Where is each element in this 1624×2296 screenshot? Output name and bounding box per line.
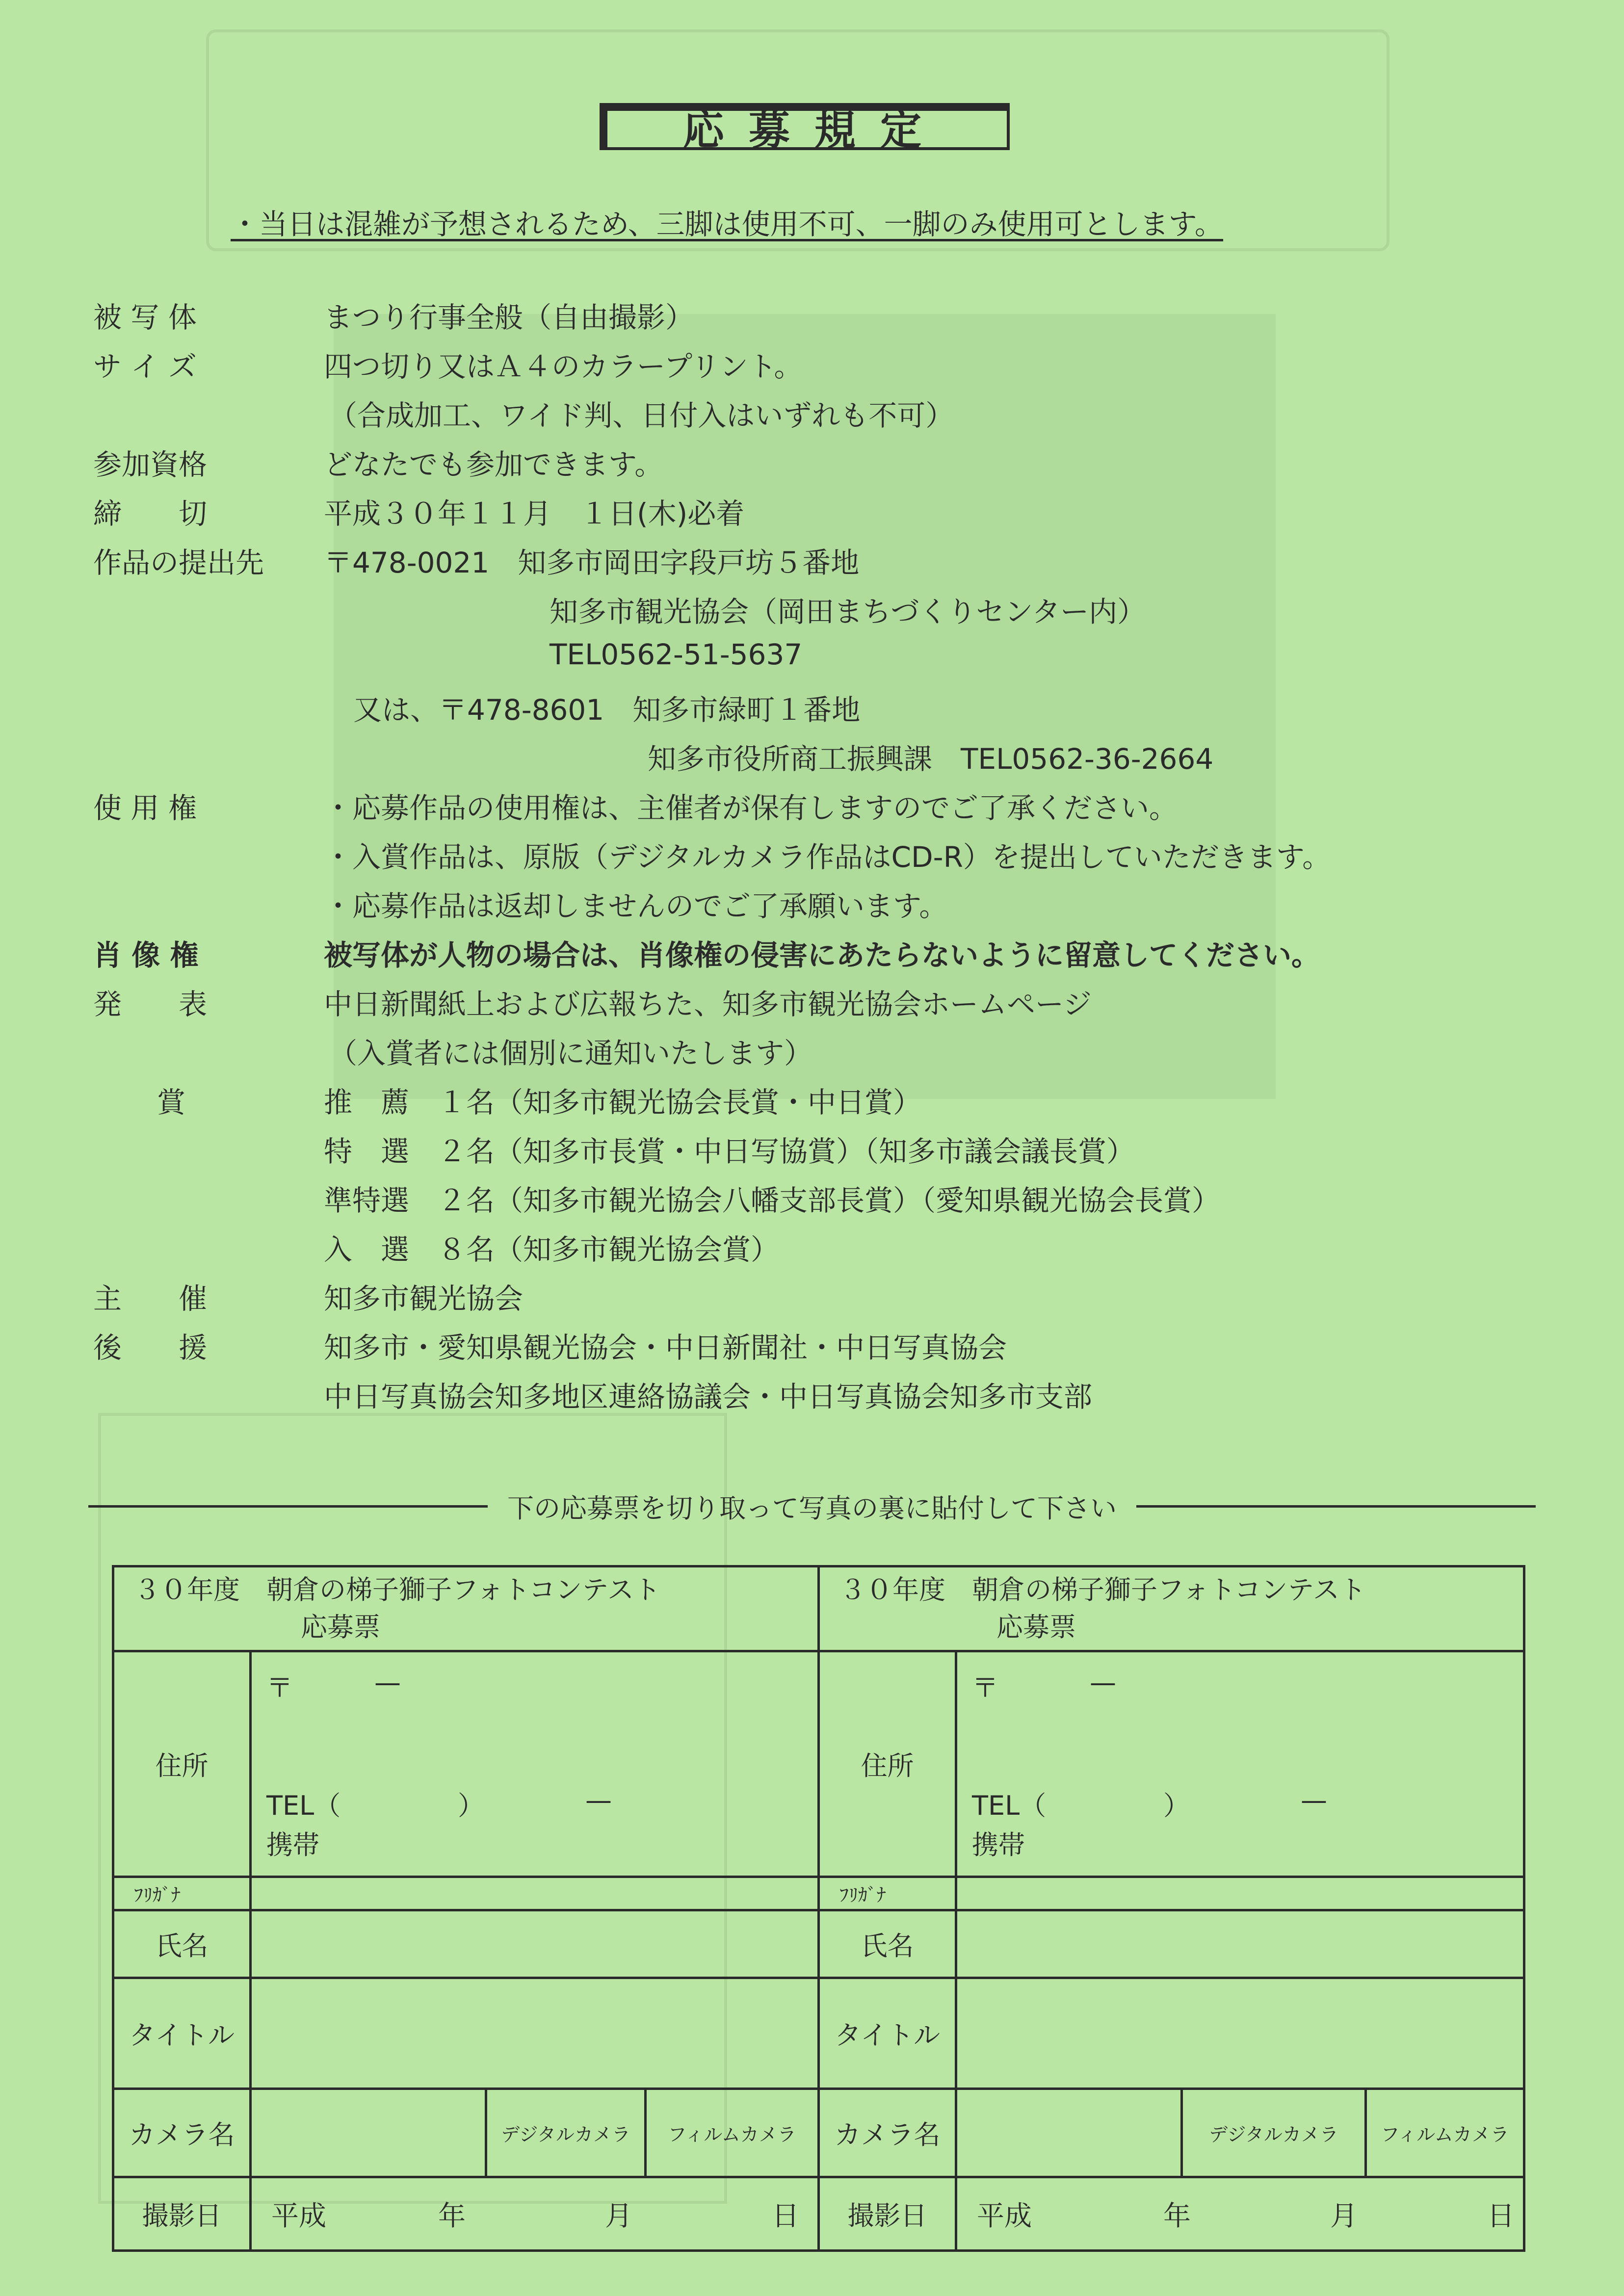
tel-label: TEL（ [972,1790,1047,1821]
rule-value: 〒478-0021 知多市岡田字段戸坊５番地 [324,546,860,579]
form-header-title: ３０年度 朝倉の梯子獅子フォトコンテスト [839,1574,1366,1605]
form-header-right [819,1566,1524,1651]
rule-value: TEL0562-51-5637 [550,638,803,671]
day-label: 日 [1487,2200,1515,2232]
furigana-field-left[interactable] [251,1877,819,1910]
year-label: 年 [438,2200,466,2232]
form-header-left [113,1566,819,1651]
address-label: 住所 [819,1651,956,1877]
rule-value: 準特選 ２名（知多市観光協会八幡支部長賞）（愛知県観光協会長賞） [324,1184,1221,1217]
rule-submit-to [93,540,1555,589]
rule-size [93,343,1555,392]
rule-value: 中日新聞紙上および広報ちた、知多市観光協会ホームページ [324,988,1092,1021]
rule-label: サ イ ズ [93,350,197,383]
rule-value: 四つ切り又はＡ４のカラープリント。 [324,350,803,383]
rule-value: どなたでも参加できます。 [324,448,663,481]
rule-label: 後 援 [93,1331,208,1364]
shoot-date-label: 撮影日 [113,2177,251,2251]
rule-value: 知多市観光協会（岡田まちづくりセンター内） [550,595,1146,628]
tripod-notice: ・当日は混雑が予想されるため、三脚は使用不可、一脚のみ使用可とします。 [231,208,1224,241]
rule-prizes-line3 [93,1177,1555,1226]
title-label: タイトル [113,1978,251,2089]
cut-line-right [1136,1505,1536,1508]
rule-value: 知多市・愛知県観光協会・中日新聞社・中日写真協会 [324,1331,1007,1364]
rule-value: 知多市役所商工振興課 TEL0562-36-2664 [648,742,1214,776]
title-field-right[interactable] [956,1978,1524,2089]
rule-eligibility [93,442,1555,491]
rule-label: 賞 [157,1086,186,1119]
era-label: 平成 [977,2200,1032,2232]
rule-prizes-line2 [93,1128,1555,1177]
name-label: 氏名 [819,1910,956,1978]
rule-subject [93,294,1555,343]
rule-value: 特 選 ２名（知多市長賞・中日写協賞）（知多市議会議長賞） [324,1135,1135,1168]
rule-label: 作品の提出先 [93,546,264,579]
rule-value: 被写体が人物の場合は、肖像権の侵害にあたらないように留意してください。 [324,939,1320,972]
tel-paren-close: ） [458,1790,484,1821]
rule-submit-line3 [93,638,1555,687]
camera-field-left[interactable] [251,2089,486,2177]
furigana-label: ﾌﾘｶﾞﾅ [819,1877,956,1910]
film-camera-option[interactable]: フィルムカメラ [1366,2089,1524,2177]
rule-value: 中日写真協会知多地区連絡協議会・中日写真協会知多市支部 [324,1380,1093,1413]
address-label: 住所 [113,1651,251,1877]
rule-value: ・応募作品の使用権は、主催者が保有しますのでご了承ください。 [324,791,1178,825]
rule-deadline [93,491,1555,540]
form-header-title: ３０年度 朝倉の梯子獅子フォトコンテスト [134,1574,660,1605]
rule-value: 知多市観光協会 [324,1282,524,1315]
rule-prizes [93,1079,1555,1128]
rule-size-note [93,392,1555,442]
rule-label: 肖 像 権 [93,939,199,972]
rule-label: 参加資格 [93,448,208,481]
rule-submit-line5 [93,736,1555,785]
camera-label: カメラ名 [113,2089,251,2177]
rule-value: ・応募作品は返却しませんのでご了承願います。 [324,889,948,923]
digital-camera-option[interactable]: デジタルカメラ [486,2089,646,2177]
tel-dash: — [585,1785,612,1816]
year-label: 年 [1163,2200,1191,2232]
rule-value: まつり行事全般（自由撮影） [324,301,694,334]
rule-label: 発 表 [93,988,208,1021]
film-camera-option[interactable]: フィルムカメラ [646,2089,819,2177]
rule-portrait [93,932,1555,981]
rule-value: 又は、〒478-8601 知多市緑町１番地 [353,693,861,727]
rule-submit-line4 [93,687,1555,736]
camera-field-right[interactable] [956,2089,1182,2177]
tel-dash: — [1301,1785,1328,1816]
postal-mark: 〒 [266,1672,293,1703]
rule-usage-line3 [93,883,1555,932]
rule-announce-line2 [93,1030,1555,1079]
digital-camera-option[interactable]: デジタルカメラ [1182,2089,1366,2177]
rule-support [93,1325,1555,1374]
rule-usage [93,785,1555,834]
rules-section [93,294,1555,1423]
form-header-subtitle: 応募票 [301,1612,380,1643]
rule-value: 入 選 ８名（知多市観光協会賞） [324,1233,780,1266]
postal-dash: — [1090,1667,1117,1698]
rule-value: （合成加工、ワイド判、日付入はいずれも不可） [329,399,954,432]
rule-submit-line2 [93,589,1555,638]
entry-form-table [112,1565,1525,2252]
name-label: 氏名 [113,1910,251,1978]
postal-dash: — [374,1667,401,1698]
furigana-label: ﾌﾘｶﾞﾅ [113,1877,251,1910]
era-label: 平成 [271,2200,326,2232]
rule-value: （入賞者には個別に通知いたします） [329,1037,813,1070]
rule-label: 締 切 [93,497,208,530]
camera-label: カメラ名 [819,2089,956,2177]
day-label: 日 [772,2200,799,2232]
rule-announce [93,981,1555,1030]
address-field-right[interactable] [956,1651,1524,1877]
name-field-left[interactable] [251,1910,819,1978]
rule-value: 推 薦 １名（知多市観光協会長賞・中日賞） [324,1086,922,1119]
shoot-date-field-left[interactable] [251,2177,819,2251]
title-label: タイトル [819,1978,956,2089]
rule-organizer [93,1276,1555,1325]
title-field-left[interactable] [251,1978,819,2089]
page-title-text: 応募規定 [682,105,946,154]
rule-usage-line2 [93,834,1555,883]
rule-label: 被 写 体 [93,301,197,334]
page-title [600,103,1010,154]
month-label: 月 [1330,2200,1358,2232]
rule-support-line2 [93,1374,1555,1423]
mobile-label: 携帯 [972,1829,1025,1860]
postal-mark: 〒 [972,1672,999,1703]
furigana-field-right[interactable] [956,1877,1524,1910]
rule-value: 平成３０年１１月 １日(木)必着 [324,497,745,530]
rule-label: 使 用 権 [93,791,197,825]
cut-instruction: 下の応募票を切り取って写真の裏に貼付して下さい [507,1492,1117,1524]
tel-paren-close: ） [1163,1790,1190,1821]
rule-value: ・入賞作品は、原版（デジタルカメラ作品はCD-R）を提出していただきます。 [324,840,1331,874]
name-field-right[interactable] [956,1910,1524,1978]
shoot-date-label: 撮影日 [819,2177,956,2251]
month-label: 月 [605,2200,632,2232]
address-field-left[interactable] [251,1651,819,1877]
mobile-label: 携帯 [266,1829,319,1860]
cut-line-left [88,1505,488,1508]
cut-line [88,1487,1536,1526]
rule-prizes-line4 [93,1226,1555,1276]
shoot-date-field-right[interactable] [956,2177,1524,2251]
tel-label: TEL（ [266,1790,341,1821]
form-header-subtitle: 応募票 [996,1612,1076,1643]
rule-label: 主 催 [93,1282,208,1315]
